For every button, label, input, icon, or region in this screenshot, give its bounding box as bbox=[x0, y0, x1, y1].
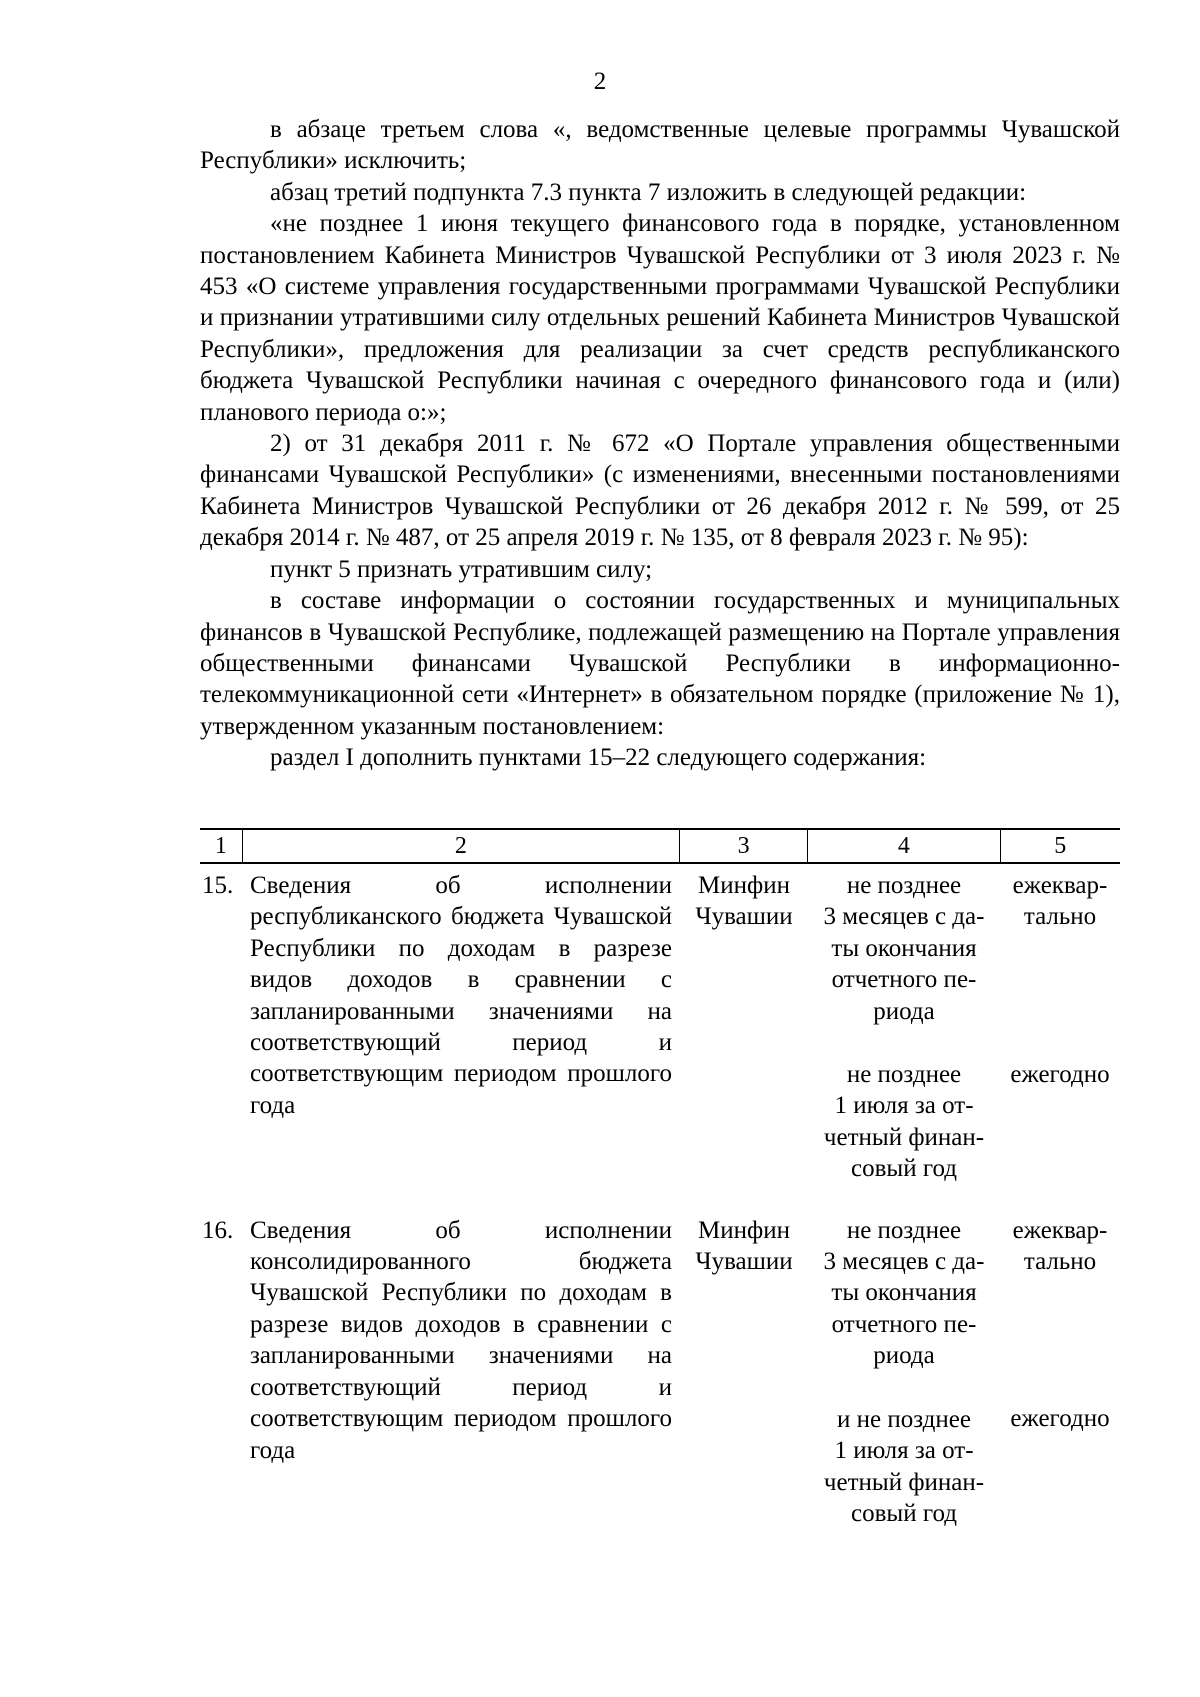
deadline-quarterly bbox=[808, 870, 1000, 1027]
row-frequency bbox=[1000, 1215, 1120, 1530]
deadline-line: риода bbox=[873, 1342, 935, 1370]
deadline-line: ты окончания bbox=[831, 934, 977, 962]
responsible-line: Минфин bbox=[698, 872, 790, 899]
information-table bbox=[200, 828, 1120, 1529]
frequency-quarterly bbox=[1000, 1215, 1120, 1278]
table-row bbox=[200, 1215, 1120, 1530]
responsible-line: Чувашии bbox=[695, 1248, 793, 1276]
frequency-line: тально bbox=[1023, 903, 1097, 931]
row-number: 15. bbox=[202, 872, 234, 899]
paragraph: «не позднее 1 июня текущего финансового года в порядке, установленном постановлением Кабинета Министров Чувашской Республики от 3 июля 2023 г. № 453 «О системе управления государственными программами Чувашской Республики и признании утратившими силу отдельных решений Кабинета Министров Чувашской Республики», предложения для реализации за счет средств республиканского бюджета Чувашской Республики начиная с очередного финансового года и (или) планового периода о:»; bbox=[200, 210, 1120, 426]
column-header: 3 bbox=[680, 830, 808, 862]
row-responsible bbox=[680, 1215, 808, 1530]
row-frequency bbox=[1000, 870, 1120, 1185]
deadline-line: совый год bbox=[851, 1155, 957, 1183]
deadline-line: не позднее bbox=[846, 1061, 962, 1089]
row-deadline bbox=[808, 870, 1000, 1185]
row-deadline bbox=[808, 1215, 1000, 1530]
paragraph: пункт 5 признать утратившим силу; bbox=[270, 555, 653, 583]
deadline-annual bbox=[808, 1404, 1000, 1530]
deadline-line: совый год bbox=[851, 1499, 957, 1527]
deadline-line: четный финан- bbox=[823, 1123, 985, 1151]
frequency-annual bbox=[1000, 1403, 1120, 1434]
deadline-line: 1 июля за от- bbox=[834, 1092, 974, 1120]
deadline-line: четный финан- bbox=[823, 1468, 985, 1496]
frequency-line: ежегодно bbox=[1010, 1405, 1110, 1433]
frequency-line: ежеквар- bbox=[1012, 1216, 1108, 1244]
paragraph: абзац третий подпункта 7.3 пункта 7 изложить в следующей редакции: bbox=[270, 178, 1027, 206]
table-row bbox=[200, 870, 1120, 1185]
row-responsible bbox=[680, 870, 808, 1185]
deadline-line: 3 месяцев с да- bbox=[823, 1248, 985, 1276]
paragraph: 2) от 31 декабря 2011 г. № 672 «О Портале управления общественными финансами Чувашской Республики» (с изменениями, внесенными постановлениями Кабинета Министров Чувашской Республики от 26 декабря 2012 г. № 599, от 25 декабря 2014 г. № 487, от 25 апреля 2019 г. № 135, от 8 февраля 2023 г. № 95): bbox=[200, 430, 1120, 552]
paragraph: в составе информации о состоянии государственных и муниципальных финансов в Чувашской Республике, подлежащей размещению на Портале управления общественными финансами Чувашской Республики в информационно-телекоммуникационной сети «Интернет» в обязательном порядке (приложение № 1), утвержденном указанным постановлением: bbox=[200, 587, 1120, 740]
page-number: 2 bbox=[593, 68, 607, 95]
deadline-line: 1 июля за от- bbox=[834, 1437, 974, 1465]
frequency-line: тально bbox=[1023, 1248, 1097, 1276]
responsible-line: Чувашии bbox=[695, 903, 793, 931]
deadline-line: не позднее bbox=[846, 1216, 962, 1244]
deadline-line: отчетного пе- bbox=[831, 1310, 977, 1338]
frequency-quarterly bbox=[1000, 870, 1120, 933]
document-body bbox=[200, 114, 1120, 774]
deadline-quarterly bbox=[808, 1215, 1000, 1372]
deadline-line: и не позднее bbox=[837, 1405, 971, 1433]
column-header: 2 bbox=[243, 830, 680, 862]
frequency-annual bbox=[1000, 1059, 1120, 1090]
row-description: Сведения об исполнении консолидированного бюджета Чувашской Республики по доходам в разрезе видов доходов в сравнении с запланированными значениями на соответствующий период и соответствующим периодом прошлого года bbox=[250, 1216, 672, 1464]
deadline-line: риода bbox=[873, 997, 935, 1025]
responsible-line: Минфин bbox=[698, 1216, 790, 1244]
column-header: 4 bbox=[808, 830, 1000, 862]
deadline-line: ты окончания bbox=[831, 1279, 977, 1307]
deadline-line: отчетного пе- bbox=[831, 966, 977, 994]
column-header: 1 bbox=[200, 830, 243, 862]
row-description: Сведения об исполнении республиканского бюджета Чувашской Республики по доходам в разрезе видов доходов в сравнении с запланированными значениями на соответствующий период и соответствующим периодом прошлого года bbox=[250, 872, 672, 1119]
row-number: 16. bbox=[202, 1216, 234, 1244]
deadline-line: не позднее bbox=[846, 872, 962, 899]
paragraph: раздел I дополнить пунктами 15–22 следующего содержания: bbox=[270, 744, 927, 772]
frequency-line: ежеквар- bbox=[1012, 872, 1108, 899]
table-header bbox=[200, 828, 1120, 864]
column-header: 5 bbox=[1054, 833, 1067, 859]
frequency-line: ежегодно bbox=[1010, 1060, 1110, 1088]
deadline-line: 3 месяцев с да- bbox=[823, 903, 985, 931]
paragraph: в абзаце третьем слова «, ведомственные целевые программы Чувашской Республики» исключить; bbox=[200, 116, 1120, 175]
deadline-annual bbox=[808, 1059, 1000, 1185]
